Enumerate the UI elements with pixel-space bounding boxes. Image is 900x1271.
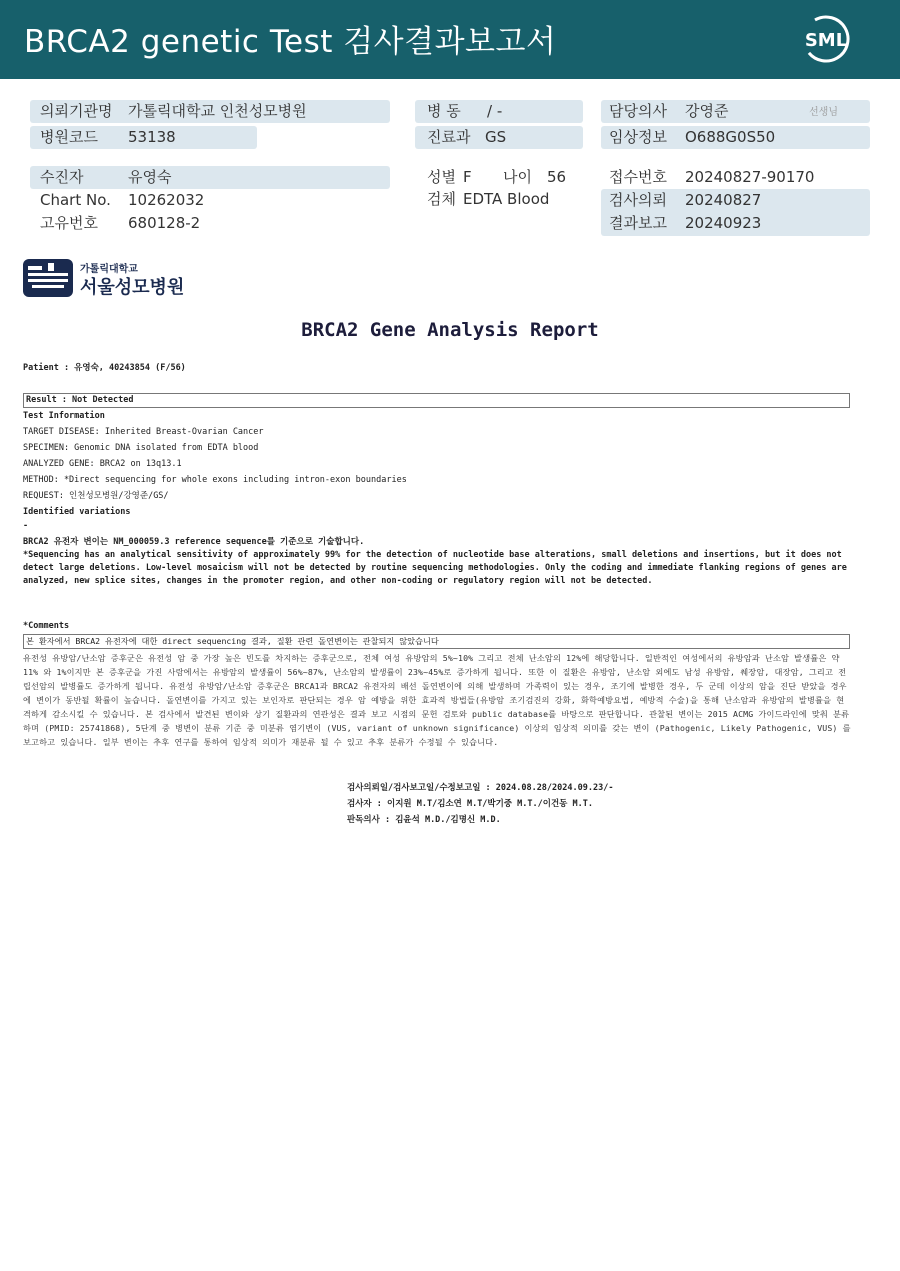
ward-row	[415, 100, 583, 123]
clinical-info-label: 임상정보	[609, 128, 667, 146]
institution-value: 가톨릭대학교 인천성모병원	[128, 102, 307, 120]
patient-value: 유영숙	[128, 168, 172, 186]
comment-body: 유전성 유방암/난소암 증후군은 유전성 암 중 가장 높은 빈도를 차지하는 증후군으로, 전체 여성 유방암의 5%~10% 그리고 전체 난소암의 12%에 해당합니다. 일반적인 여성에서의 유방암과 난소암 발생률은 약 11% 와 1%이지만 본 증후군을 가진 사람에서는 유방암의 발생률이 56%~87%, 난소암의 발생률이 23%~45%로 증가하게 됩니다. 또한 이 질환은 유방암, 난소암 외에도 남성 유방암, 췌장암, 대장암, 그리고 전립선암의 발병률도 증가하게 됩니다. 유전성 유방암/난소암 증후군은 BRCA1과 BRCA2 유전자의 배선 돌연변이에 의해 발생하며 가족력이 있는 경우, 조기에 발병한 경우, 두 군데 이상의 암을 진단 받았을 경우에 변이가 동반될 확률이 높습니다. 돌연변이를 가지고 있는 보인자로 판단되는 경우 암 예방을 위한 효과적 방법들(유방암 조기검진의 강화, 화학예방요법, 예방적 수술)을 통해 난소암과 유방암의 발병률을 현격하게 감소시킬 수 있습니다. 본 검사에서 발견된 변이와 상기 질환과의 연관성은 결과 보고 시점의 문헌 검토와 public database를 바탕으로 판단합니다. 관찰된 변이는 2015 ACMG 가이드라인에 맞춰 분류하며 (PMID: 25741868), 5단계 중 병변이 분류 기준 중 미분류 염기변이 (VUS, variant of unknown significance) 이상의 임상적 의미를 갖는 변이 (Pathogenic, Likely Pathogenic, VUS) 를 보고하고 있습니다. 일부 변이는 추후 연구를 통하여 임상적 의미가 재분류 될 수 있고 추후 분류가 수정될 수 있습니다.	[23, 653, 851, 747]
hospital-code-value: 53138	[128, 128, 176, 146]
hospital-logo-small-text: 가톨릭대학교	[80, 264, 138, 275]
doctor-label: 담당의사	[609, 102, 667, 120]
chart-no-row	[30, 189, 390, 212]
dept-row	[415, 126, 583, 149]
receipt-label: 접수번호	[609, 168, 667, 186]
patient-label: 수진자	[40, 168, 84, 186]
chart-no-value: 10262032	[128, 191, 205, 209]
request-result-block	[601, 189, 870, 236]
dates-line: 검사의뢰일/검사보고일/수정보고일 : 2024.08.28/2024.09.23/-	[347, 783, 614, 793]
reviewers-line: 판독의사 : 김윤석 M.D./김명신 M.D.	[347, 815, 501, 825]
patient-line: Patient : 유영숙, 40243854 (F/56)	[23, 363, 186, 373]
unique-id-value: 680128-2	[128, 214, 201, 232]
test-info-heading: Test Information	[23, 411, 105, 421]
age-value: 56	[547, 168, 567, 186]
dept-value: GS	[485, 128, 507, 146]
unique-id-label: 고유번호	[40, 214, 98, 232]
identified-variations-value: -	[23, 521, 29, 531]
hospital-code-row	[30, 126, 257, 149]
target-disease-line: TARGET DISEASE: Inherited Breast-Ovarian Cancer	[23, 427, 264, 437]
unique-id-row	[30, 212, 390, 235]
reference-note: BRCA2 유전자 변이는 NM_000059.3 reference sequence를 기준으로 기술합니다.	[23, 537, 365, 547]
testers-line: 검사자 : 이지원 M.T/김소연 M.T/박기중 M.T./이건동 M.T.	[347, 799, 593, 809]
sensitivity-note: *Sequencing has an analytical sensitivity of approximately 99% for the detection of nucleotide base alterations, small deletions and insertions, but it does not detect large deletions. Low-level mosaicism will not be detected by routine sequencing methodologies. Only the coding and immediate flanking regions of genes are analyzed, new splice sites, changes in the promoter region, and other non-coding or regulatory region will not be detected.	[23, 550, 847, 586]
dept-label: 진료과	[427, 128, 471, 146]
chart-no-label: Chart No.	[40, 191, 111, 209]
doctor-row	[601, 100, 870, 123]
specimen-row	[415, 188, 583, 211]
sex-age-row	[415, 166, 583, 189]
ward-value: / -	[487, 102, 503, 120]
hospital-logo	[22, 258, 185, 300]
specimen-label: 검체	[427, 190, 456, 208]
receipt-value: 20240827-90170	[685, 168, 815, 186]
request-line: REQUEST: 인천성모병원/강영준/GS/	[23, 491, 169, 501]
institution-label: 의뢰기관명	[40, 102, 113, 120]
ward-label: 병 동	[427, 102, 461, 120]
report-header-band	[0, 0, 900, 79]
sml-logo-icon	[798, 14, 854, 64]
comment-summary-box: 본 환자에서 BRCA2 유전자에 대한 direct sequencing 결과, 질환 관련 돌연변이는 관찰되지 않았습니다	[23, 634, 850, 649]
doctor-value: 강영준	[685, 102, 729, 120]
result-box: Result : Not Detected	[23, 393, 850, 408]
clinical-info-value: O688G0S50	[685, 128, 776, 146]
hospital-emblem-icon	[22, 258, 74, 298]
result-date-label: 결과보고	[609, 214, 667, 232]
hospital-logo-name: 서울성모병원	[80, 277, 185, 298]
report-header-title: BRCA2 genetic Test 검사결과보고서	[24, 24, 557, 60]
specimen-value: EDTA Blood	[463, 190, 550, 208]
patient-row	[30, 166, 390, 189]
sml-logo-text: SML	[804, 30, 848, 51]
institution-row	[30, 100, 390, 123]
result-date-value: 20240923	[685, 214, 762, 232]
receipt-row	[601, 166, 870, 189]
report-title: BRCA2 Gene Analysis Report	[301, 319, 599, 341]
age-label: 나이	[503, 168, 532, 186]
analyzed-gene-line: ANALYZED GENE: BRCA2 on 13q13.1	[23, 459, 182, 469]
request-date-value: 20240827	[685, 191, 762, 209]
specimen-line: SPECIMEN: Genomic DNA isolated from EDTA blood	[23, 443, 259, 453]
comments-heading: *Comments	[23, 621, 70, 631]
doctor-honorific: 선생님	[809, 107, 838, 118]
sex-value: F	[463, 168, 472, 186]
clinical-info-row	[601, 126, 870, 149]
identified-variations-heading: Identified variations	[23, 507, 131, 517]
request-date-label: 검사의뢰	[609, 191, 667, 209]
sex-label: 성별	[427, 168, 456, 186]
method-line: METHOD: *Direct sequencing for whole exons including intron-exon boundaries	[23, 475, 407, 485]
hospital-code-label: 병원코드	[40, 128, 98, 146]
